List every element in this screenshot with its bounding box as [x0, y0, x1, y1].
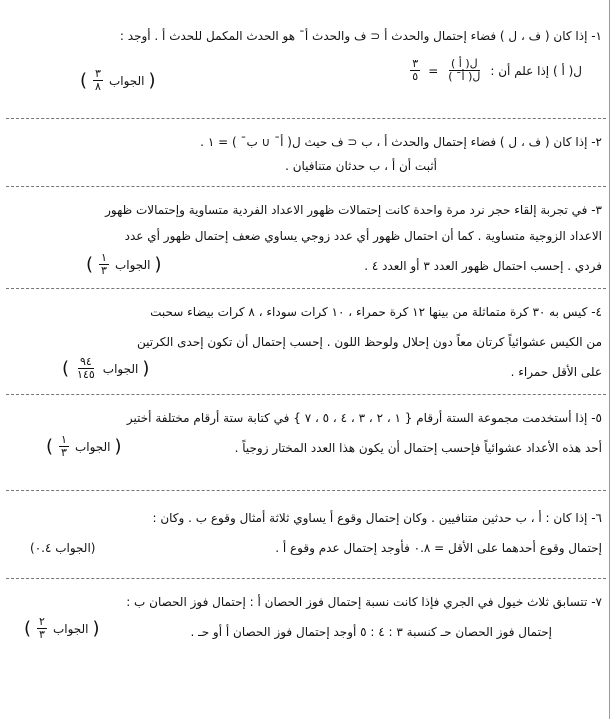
q1-answer-fraction: [93, 68, 103, 93]
q3-answer-den: ٣: [101, 264, 107, 277]
q7-answer-label: الجواب: [52, 621, 89, 636]
q5-line-2: أحد هذه الأعداد عشوائياً فإحسب إحتمال أن يكون هذا العدد المختار زوجياً .: [234, 441, 602, 455]
q1-line-1: ١- إذا كان ( ف ، ل ) فضاء إحتمال والحدث أ ⊂ ف والحدث أ¯ هو الحدث المكمل للحدث أ . أوجد :: [119, 29, 602, 43]
q1-right-fraction-den: ٥: [412, 70, 419, 83]
divider-5: [6, 490, 606, 491]
q1-left-fraction: [446, 58, 482, 83]
q2-line-1: ٢- إذا كان ( ف ، ل ) فضاء إحتمال والحدث أ ، ب ⊂ ف حيث ل( أ¯ ∪ ب¯ ) = ١ .: [200, 135, 602, 149]
q4-answer-den: ١٤٥: [77, 368, 95, 381]
q7-answer-fraction: [37, 616, 47, 641]
q4-line-3: على الأقل حمراء .: [510, 365, 602, 379]
q3-answer-fraction: [99, 252, 109, 277]
q4-answer-label: الجواب: [102, 361, 139, 376]
divider-2: [6, 186, 606, 187]
page-edge-line: [609, 0, 610, 719]
q1-left-fraction-num: ل( أ ): [451, 57, 478, 70]
q4-answer: ( الجواب $\frac{٩٤}{١٤٥}$ ): [62, 355, 150, 381]
q3-line-2: الاعداد الزوجية متساوية . كما أن احتمال ظهور أي عدد زوجي يساوي ضعف إحتمال ظهور أي عدد: [124, 229, 602, 243]
divider-1: [6, 118, 606, 119]
q4-answer-fraction: [75, 356, 97, 381]
divider-6: [6, 578, 606, 579]
q1-answer-den: ٨: [95, 80, 101, 93]
q3-answer: ( الجواب $\frac{١}{٣}$ ): [86, 251, 162, 277]
q7-line-2: إحتمال فوز الحصان حـ كنسبة ٣ : ٤ : ٥ أوجد إحتمال فوز الحصان أ أو حـ .: [190, 625, 552, 639]
q7-answer-den: ٣: [39, 628, 45, 641]
q1-equals: =: [428, 63, 439, 78]
q1-right-fraction: [410, 58, 420, 83]
q3-line-3: فردي . إحسب احتمال ظهور العدد ٣ أو العدد ٤ .: [364, 259, 602, 273]
q3-answer-label: الجواب: [114, 257, 151, 272]
q6-line-2: إحتمال وقوع أحدهما على الأقل = ٠.٨ فأوجد إحتمال عدم وقوع أ .: [275, 541, 602, 555]
q2-line-2: أثبت أن أ ، ب حدثان متنافيان .: [285, 159, 437, 173]
q3-line-1: ٣- في تجربة إلقاء حجر نرد مرة واحدة كانت إحتمالات ظهور الاعداد الفردية متساوية وإحتمالات ظهور: [105, 203, 602, 217]
q1-answer: ( الجواب $\frac{٣}{٨}$ ): [80, 67, 156, 93]
q1-right-fraction-num: ٣: [412, 57, 419, 70]
q7-answer-num: ٢: [39, 615, 45, 628]
q4-line-1: ٤- كيس به ٣٠ كرة متماثلة من بينها ١٢ كرة حمراء ، ١٠ كرات سوداء ، ٨ كرات بيضاء سحبت: [150, 305, 602, 319]
divider-4: [6, 394, 606, 395]
q1-formula: [408, 58, 582, 83]
q5-answer: ( الجواب $\frac{١}{٣}$ ): [46, 433, 122, 459]
q1-answer-label: الجواب: [108, 73, 145, 88]
q7-line-1: ٧- تتسابق ثلاث خيول في الجري فإذا كانت نسبة إحتمال فوز الحصان أ : إحتمال فوز الحصان ب :: [126, 595, 602, 609]
q1-left-fraction-den: ل( أ¯ ): [448, 70, 481, 83]
q4-answer-num: ٩٤: [79, 355, 92, 368]
q6-answer: (الجواب ٠.٤): [30, 541, 96, 555]
q7-answer: ( الجواب $\frac{٢}{٣}$ ): [24, 615, 100, 641]
q5-answer-fraction: [59, 434, 69, 459]
q5-answer-num: ١: [61, 433, 67, 446]
q6-line-1: ٦- إذا كان : أ ، ب حدثين متنافيين . وكان إحتمال وقوع أ يساوي ثلاثة أمثال وقوع ب . وكان :: [152, 511, 602, 525]
q3-answer-num: ١: [101, 251, 107, 264]
q5-answer-label: الجواب: [74, 439, 111, 454]
q1-given-label: ل( أ ) إذا علم أن :: [490, 63, 582, 78]
divider-3: [6, 288, 606, 289]
q1-answer-num: ٣: [95, 67, 101, 80]
q5-answer-den: ٣: [61, 446, 67, 459]
q5-line-1: ٥- إذا أستخدمت مجموعة الستة أرقام { ١ ، ٢ ، ٣ ، ٤ ، ٥ ، ٧ } في كتابة ستة أرقام مختلفة أختير: [126, 411, 602, 425]
q4-line-2: من الكيس عشوائياً كرتان معاً دون إحلال ولوحظ اللون . إحسب إحتمال أن تكون إحدى الكرتين: [136, 335, 602, 349]
